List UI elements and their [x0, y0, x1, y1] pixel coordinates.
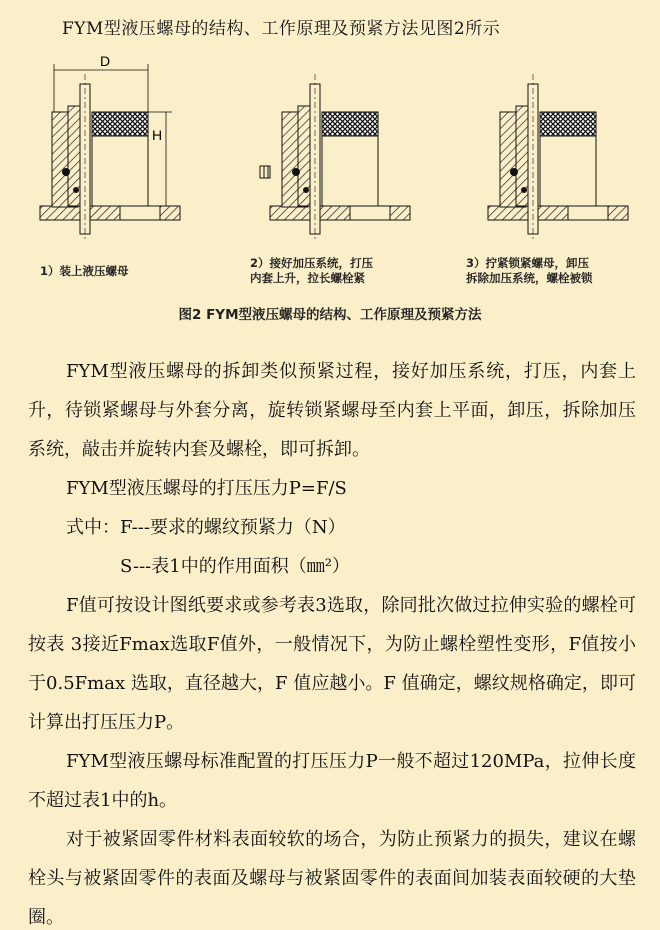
paragraph-pressure-formula: FYM型液压螺母的打压压力P=F/S	[66, 478, 347, 499]
paragraph-standard-pressure: FYM型液压螺母标准配置的打压压力P一般不超过120MPa，拉伸长度不超过表1中的h。	[28, 751, 636, 811]
intro-line: FYM型液压螺母的结构、工作原理及预紧方法见图2所示	[62, 19, 501, 39]
figure-2	[0, 44, 660, 314]
body-text	[28, 352, 636, 930]
paragraph-f-value: F值可按设计图纸要求或参考表3选取，除同批次做过拉伸实验的螺栓可按表 3接近Fmax选取F值外，一般情况下，为防止螺栓塑性变形，F值按小于0.5Fmax 选取，直径越大，F 值应越小。F 值确定，螺纹规格确定，即可计算出打压压力P。	[28, 595, 636, 733]
figure-step-1	[40, 64, 180, 239]
caption-step-1: 1）装上液压螺母	[40, 264, 129, 278]
figure-step-3	[488, 74, 628, 239]
paragraph-where-f: 式中：F---要求的螺纹预紧力（N）	[66, 517, 346, 538]
caption-step-2: 2）接好加压系统，打压 内套上升，拉长螺栓紧	[250, 256, 374, 285]
caption-step-3: 3）拧紧锁紧螺母，卸压 拆除加压系统，螺栓被锁	[466, 256, 593, 285]
paragraph-where-s: S---表1中的作用面积（㎜²）	[120, 556, 350, 577]
paragraph-washer: 对于被紧固零件材料表面较软的场合，为防止预紧力的损失，建议在螺栓头与被紧固零件的表面及螺母与被紧固零件的表面间加装表面较硬的大垫圈。	[28, 829, 636, 928]
dimension-d: D	[100, 53, 111, 69]
figure-step-2	[260, 74, 410, 239]
paragraph-disassembly: FYM型液压螺母的拆卸类似预紧过程，接好加压系统，打压，内套上升，待锁紧螺母与外套分离，旋转锁紧螺母至内套上平面，卸压，拆除加压系统，敲击并旋转内套及螺栓，即可拆卸。	[28, 361, 636, 460]
figure-title: 图2 FYM型液压螺母的结构、工作原理及预紧方法	[178, 307, 482, 323]
dimension-h: H	[152, 127, 163, 143]
